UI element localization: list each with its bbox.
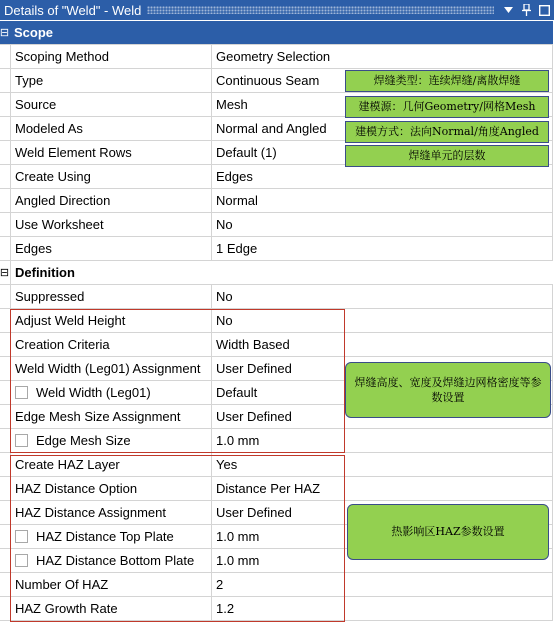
group-label: Definition [10, 261, 553, 284]
property-row[interactable] [0, 165, 553, 189]
annotation-haz-params: 热影响区HAZ参数设置 [347, 504, 549, 560]
property-value[interactable]: Width Based [212, 333, 553, 356]
property-name: Modeled As [10, 117, 212, 140]
property-name: HAZ Growth Rate [10, 597, 212, 620]
property-value[interactable]: No [212, 309, 553, 332]
property-value[interactable]: 1.0 mm [212, 549, 553, 572]
property-value[interactable]: Continuous Seam [212, 69, 553, 92]
property-name: Number Of HAZ [10, 573, 212, 596]
annotation-modeled-as: 建模方式：法向Normal/角度Angled [345, 121, 549, 143]
property-name: Adjust Weld Height [10, 309, 212, 332]
property-value[interactable]: Distance Per HAZ [212, 477, 553, 500]
maximize-icon[interactable] [536, 2, 552, 18]
dropdown-icon[interactable] [500, 2, 516, 18]
annotation-weld-params: 焊缝高度、宽度及焊缝边网格密度等参数设置 [345, 362, 551, 418]
property-value[interactable]: 1 Edge [212, 237, 553, 260]
property-value[interactable]: 1.0 mm [212, 525, 553, 548]
group-header-scope[interactable] [0, 21, 553, 45]
pin-icon[interactable] [518, 2, 534, 18]
annotation-type: 焊缝类型：连续焊缝/离散焊缝 [345, 70, 549, 92]
property-value[interactable]: Yes [212, 453, 553, 476]
property-value[interactable]: Edges [212, 165, 553, 188]
group-header-definition[interactable] [0, 261, 553, 285]
property-name: Create Using [10, 165, 212, 188]
property-value[interactable]: Default (1) [212, 141, 553, 164]
property-name: HAZ Distance Option [10, 477, 212, 500]
property-row[interactable] [0, 213, 553, 237]
property-value[interactable]: User Defined [212, 405, 553, 428]
collapse-icon[interactable]: ⊟ [0, 27, 10, 39]
property-name: Suppressed [10, 285, 212, 308]
property-value[interactable]: User Defined [212, 357, 553, 380]
haz-params-highlight-box [10, 455, 345, 622]
details-title-bar [0, 0, 554, 20]
property-name: Weld Element Rows [10, 141, 212, 164]
property-value[interactable]: User Defined [212, 501, 553, 524]
annotation-source: 建模源：几何Geometry/网格Mesh [345, 96, 549, 118]
property-name: HAZ Distance Assignment [10, 501, 212, 524]
weld-params-highlight-box [10, 309, 345, 453]
group-label: Scope [14, 25, 54, 40]
window-title: Details of "Weld" - Weld [4, 2, 142, 18]
title-bar-grip [147, 6, 494, 14]
property-name: Weld Width (Leg01) Assignment [10, 357, 212, 380]
property-row[interactable] [0, 237, 553, 261]
collapse-icon[interactable]: ⊟ [0, 267, 10, 279]
property-row[interactable] [0, 285, 553, 309]
property-value[interactable]: 1.2 [212, 597, 553, 620]
property-value[interactable]: Mesh [212, 93, 553, 116]
property-name: Scoping Method [10, 45, 212, 68]
property-value[interactable]: Geometry Selection [212, 45, 553, 68]
property-name: Angled Direction [10, 189, 212, 212]
annotation-weld-rows: 焊缝单元的层数 [345, 145, 549, 167]
property-value[interactable]: No [212, 213, 553, 236]
property-value[interactable]: 2 [212, 573, 553, 596]
property-value[interactable]: 1.0 mm [212, 429, 553, 452]
property-name: HAZ Distance Bottom Plate [36, 553, 195, 568]
property-name: Weld Width (Leg01) [36, 385, 151, 400]
property-name: Use Worksheet [10, 213, 212, 236]
property-name: Source [10, 93, 212, 116]
property-name: Edges [10, 237, 212, 260]
property-value[interactable]: Default [212, 381, 553, 404]
property-row[interactable] [0, 45, 553, 69]
property-value[interactable]: Normal [212, 189, 553, 212]
property-name: Creation Criteria [10, 333, 212, 356]
property-name: Edge Mesh Size [36, 433, 131, 448]
property-name: Edge Mesh Size Assignment [10, 405, 212, 428]
property-value[interactable]: No [212, 285, 553, 308]
property-name: HAZ Distance Top Plate [36, 529, 174, 544]
property-row[interactable] [0, 189, 553, 213]
property-name: Create HAZ Layer [10, 453, 212, 476]
property-name: Type [10, 69, 212, 92]
property-value[interactable]: Normal and Angled [212, 117, 553, 140]
